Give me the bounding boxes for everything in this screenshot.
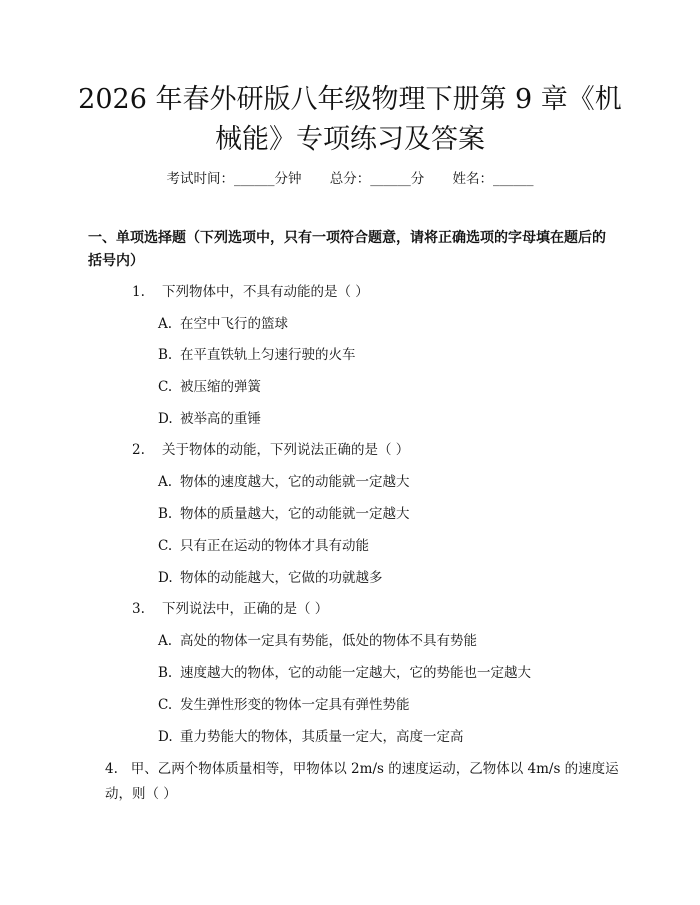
question-text: 关于物体的动能，下列说法正确的是（ ） xyxy=(162,442,410,458)
option-letter: B. xyxy=(158,347,173,363)
option-text: 在平直铁轨上匀速行驶的火车 xyxy=(180,347,356,363)
exam-score: 总分：______分 xyxy=(329,171,425,187)
option-1c xyxy=(158,377,261,397)
option-2d xyxy=(158,568,383,588)
question-number: 4. xyxy=(105,761,118,777)
title-line-1: 2026 年春外研版八年级物理下册第 9 章《机 xyxy=(78,84,622,115)
option-3b xyxy=(158,663,531,683)
option-letter: C. xyxy=(158,379,173,395)
question-number: 3. xyxy=(132,601,145,617)
document-title xyxy=(40,80,660,160)
option-text: 在空中飞行的篮球 xyxy=(180,316,288,332)
option-text: 高处的物体一定具有势能，低处的物体不具有势能 xyxy=(180,633,477,649)
option-text: 被压缩的弹簧 xyxy=(180,379,261,395)
option-text: 物体的质量越大，它的动能就一定越大 xyxy=(180,506,410,522)
option-letter: C. xyxy=(158,697,173,713)
exam-info xyxy=(0,167,700,187)
question-text: 下列物体中，不具有动能的是（ ） xyxy=(162,284,369,300)
exam-name: 姓名：______ xyxy=(452,171,534,187)
option-letter: A. xyxy=(158,474,173,490)
question-4 xyxy=(105,757,625,807)
question-number: 1. xyxy=(132,284,145,300)
option-text: 物体的动能越大，它做的功就越多 xyxy=(180,570,383,586)
question-number: 2. xyxy=(132,442,145,458)
title-line-2: 械能》专项练习及答案 xyxy=(215,124,485,155)
section-heading: 一、单项选择题（下列选项中，只有一项符合题意，请将正确选项的字母填在题后的括号内） xyxy=(88,230,606,269)
option-3c xyxy=(158,695,410,715)
option-text: 重力势能大的物体，其质量一定大，高度一定高 xyxy=(180,729,464,745)
option-text: 速度越大的物体，它的动能一定越大，它的势能也一定越大 xyxy=(180,665,531,681)
option-text: 只有正在运动的物体才具有动能 xyxy=(180,538,369,554)
option-text: 被举高的重锤 xyxy=(180,411,261,427)
option-letter: B. xyxy=(158,506,173,522)
option-letter: D. xyxy=(158,411,173,427)
option-2a xyxy=(158,472,410,492)
option-letter: A. xyxy=(158,316,173,332)
option-2b xyxy=(158,504,410,524)
question-text: 甲、乙两个物体质量相等，甲物体以 2m/s 的速度运动，乙物体以 4m/s 的速度运动，则（ ） xyxy=(105,761,619,802)
option-letter: D. xyxy=(158,729,173,745)
option-text: 物体的速度越大，它的动能就一定越大 xyxy=(180,474,410,490)
question-2 xyxy=(132,440,409,460)
option-text: 发生弹性形变的物体一定具有弹性势能 xyxy=(180,697,410,713)
question-text: 下列说法中，正确的是（ ） xyxy=(162,601,329,617)
option-3a xyxy=(158,631,477,651)
option-letter: D. xyxy=(158,570,173,586)
question-1 xyxy=(132,282,369,302)
option-3d xyxy=(158,727,464,747)
option-1a xyxy=(158,314,288,334)
option-2c xyxy=(158,536,369,556)
option-1b xyxy=(158,345,356,365)
option-1d xyxy=(158,409,261,429)
question-3 xyxy=(132,599,328,619)
option-letter: A. xyxy=(158,633,173,649)
option-letter: B. xyxy=(158,665,173,681)
option-letter: C. xyxy=(158,538,173,554)
exam-time: 考试时间：______分钟 xyxy=(166,171,302,187)
